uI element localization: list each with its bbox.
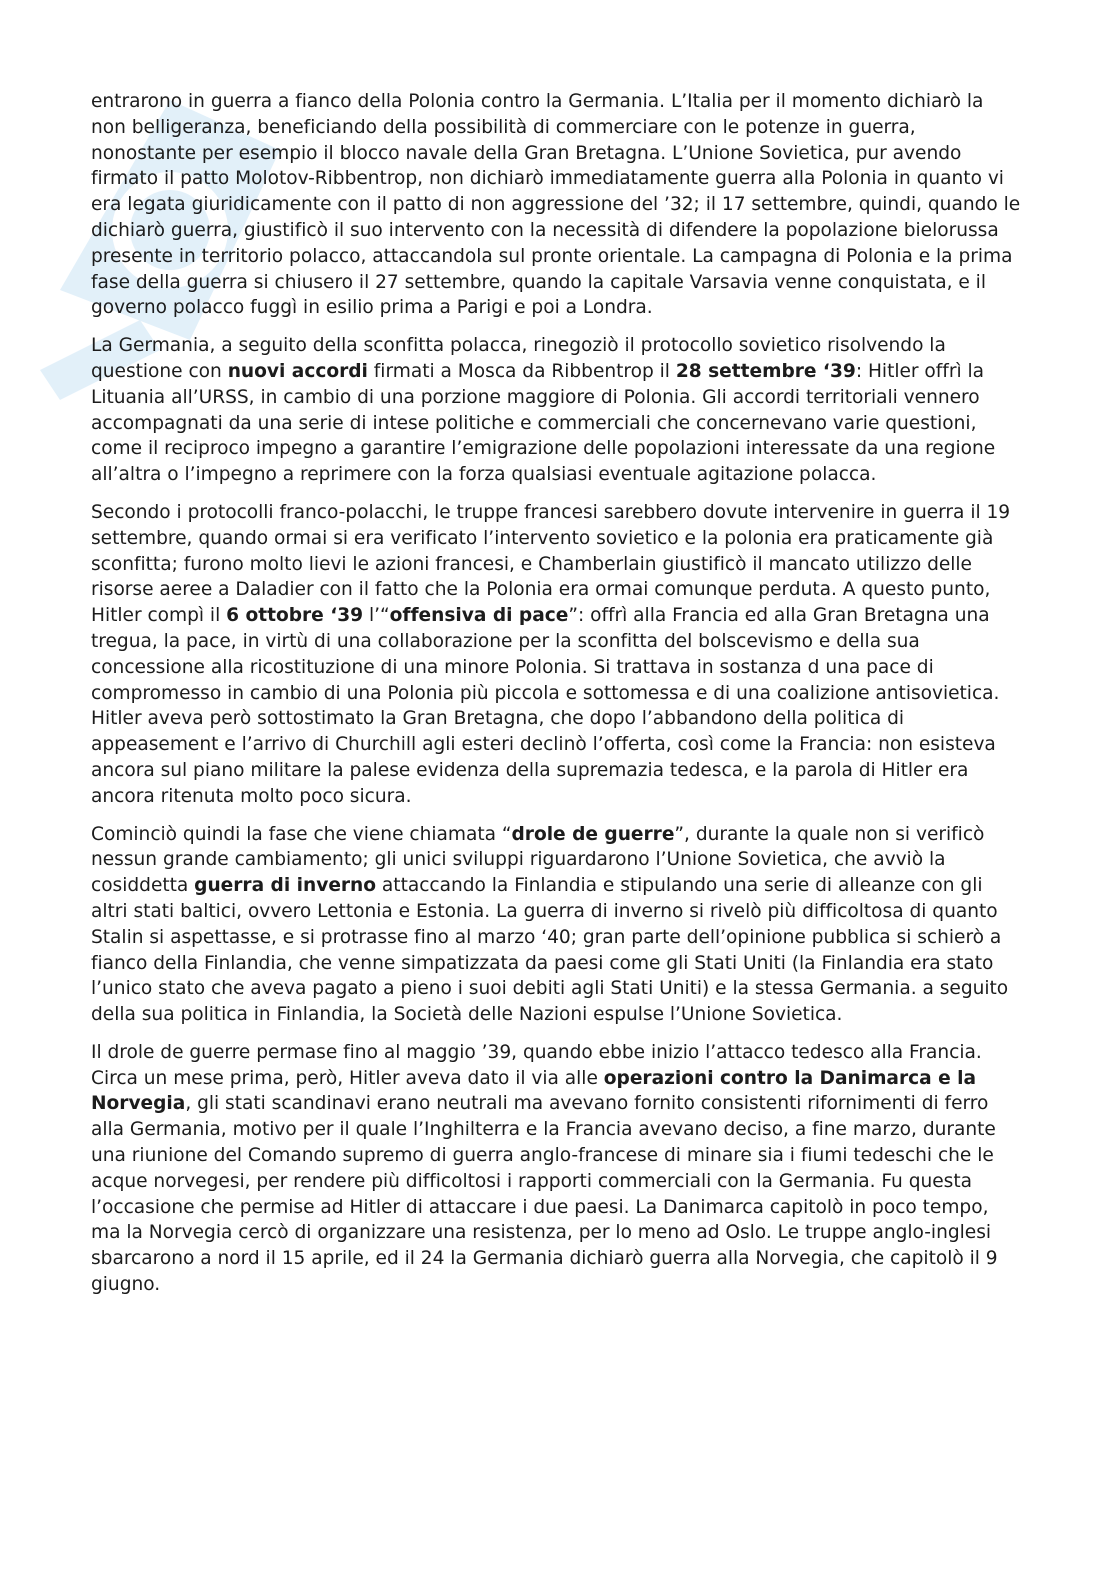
- paragraph-1: [91, 89, 1023, 321]
- paragraph-5: [91, 1040, 1023, 1298]
- paragraph-3: [91, 500, 1023, 810]
- paragraph-4: [91, 822, 1023, 1028]
- text-run: Cominciò quindi la fase che viene chiamata “: [91, 823, 512, 845]
- document-body: [91, 89, 1023, 1310]
- bold-text-run: offensiva di pace: [389, 605, 569, 627]
- bold-text-run: drole de guerre: [511, 823, 675, 845]
- bold-text-run: operazioni contro la Danimarca e la Norvegia: [91, 1067, 977, 1115]
- text-run: ”, durante la quale non si verificò nessun grande cambiamento; gli unici sviluppi riguardarono l’Unione Sovietica, che avviò la cosiddetta: [91, 823, 985, 897]
- bold-text-run: guerra di inverno: [194, 875, 377, 897]
- text-run: : Hitler offrì la Lituania all’URSS, in cambio di una porzione maggiore di Polonia. Gli accordi territoriali vennero accompagnati da una serie di intese politiche e commerciali che concernevano varie questioni, come il reciproco impegno a garantire l’emigrazione delle popolazioni interessate da una regione all’altra o l’impegno a reprimere con la forza qualsiasi eventuale agitazione polacca.: [91, 360, 996, 486]
- text-run: La Germania, a seguito della sconfitta polacca, rinegoziò il protocollo sovietico risolvendo la questione con: [91, 335, 946, 382]
- bold-text-run: nuovi accordi: [227, 360, 368, 382]
- text-run: entrarono in guerra a fianco della Polonia contro la Germania. L’Italia per il momento dichiarò la non belligeranza, beneficiando della possibilità di commerciare con le potenze in guerra, nonostante per esempio il blocco navale della Gran Bretagna. L’Unione Sovietica, pur avendo firmato il patto Molotov-Ribbentrop, non dichiarò immediatamente guerra alla Polonia in quanto vi era legata giuridicamente con il patto di non aggressione del ’32; il 17 settembre, quindi, quando le dichiarò guerra, giustificò il suo intervento con la necessità di difendere la popolazione bielorussa presente in territorio polacco, attaccandola sul pronte orientale. La campagna di Polonia e la prima fase della guerra si chiusero il 27 settembre, quando la capitale Varsavia venne conquistata, e il governo polacco fuggì in esilio prima a Parigi e poi a Londra.: [91, 91, 1021, 319]
- text-run: firmati a Mosca da Ribbentrop il: [367, 360, 676, 382]
- text-run: Secondo i protocolli franco-polacchi, le truppe francesi sarebbero dovute intervenire in guerra il 19 settembre, quando ormai si era verificato l’intervento sovietico e la polonia era praticamente già sconfitta; furono molto lievi le azioni francesi, e Chamberlain giustificò il mancato utilizzo delle risorse aeree a Daladier con il fatto che la Polonia era ormai comunque perduta. A questo punto, Hitler compì il: [91, 501, 1011, 627]
- text-run: l’“: [363, 605, 390, 627]
- text-run: , gli stati scandinavi erano neutrali ma avevano fornito consistenti rifornimenti di ferro alla Germania, motivo per il quale l’Inghilterra e la Francia avevano deciso, a fine marzo, durante una riunione del Comando supremo di guerra anglo-francese di minare sia i fiumi tedeschi che le acque norvegesi, per rendere più difficoltosi i rapporti commerciali con la Germania. Fu questa l’occasione che permise ad Hitler di attaccare i due paesi. La Danimarca capitolò in poco tempo, ma la Norvegia cercò di organizzare una resistenza, per lo meno ad Oslo. Le truppe anglo-inglesi sbarcarono a nord il 15 aprile, ed il 24 la Germania dichiarò guerra alla Norvegia, che capitolò il 9 giugno.: [91, 1093, 998, 1296]
- text-run: ”: offrì alla Francia ed alla Gran Bretagna una tregua, la pace, in virtù di una collaborazione per la sconfitta del bolscevismo e della sua concessione alla ricostituzione di una minore Polonia. Si trattava in sostanza d una pace di compromesso in cambio di una Polonia più piccola e sottomessa e di una coalizione antisovietica. Hitler aveva però sottostimato la Gran Bretagna, che dopo l’abbandono della politica di appeasement e l’arrivo di Churchill agli esteri declinò l’offerta, così come la Francia: non esisteva ancora sul piano militare la palese evidenza della supremazia tedesca, e la parola di Hitler era ancora ritenuta molto poco sicura.: [91, 605, 1000, 807]
- bold-text-run: 28 settembre ‘39: [675, 360, 856, 382]
- text-run: attaccando la Finlandia e stipulando una serie di alleanze con gli altri stati baltici, ovvero Lettonia e Estonia. La guerra di inverno si rivelò più difficoltosa di quanto Stalin si aspettasse, e si protrasse fino al marzo ‘40; gran parte dell’opinione pubblica si schierò a fianco della Finlandia, che venne simpatizzata da paesi come gli Stati Uniti (la Finlandia era stato l’unico stato che aveva pagato a pieno i suoi debiti agli Stati Uniti) e la stessa Germania. a seguito della sua politica in Finlandia, la Società delle Nazioni espulse l’Unione Sovietica.: [91, 875, 1009, 1026]
- bold-text-run: 6 ottobre ‘39: [226, 605, 364, 627]
- paragraph-2: [91, 333, 1023, 488]
- text-run: Il drole de guerre permase fino al maggio ’39, quando ebbe inizio l’attacco tedesco alla Francia. Circa un mese prima, però, Hitler aveva dato il via alle: [91, 1041, 982, 1089]
